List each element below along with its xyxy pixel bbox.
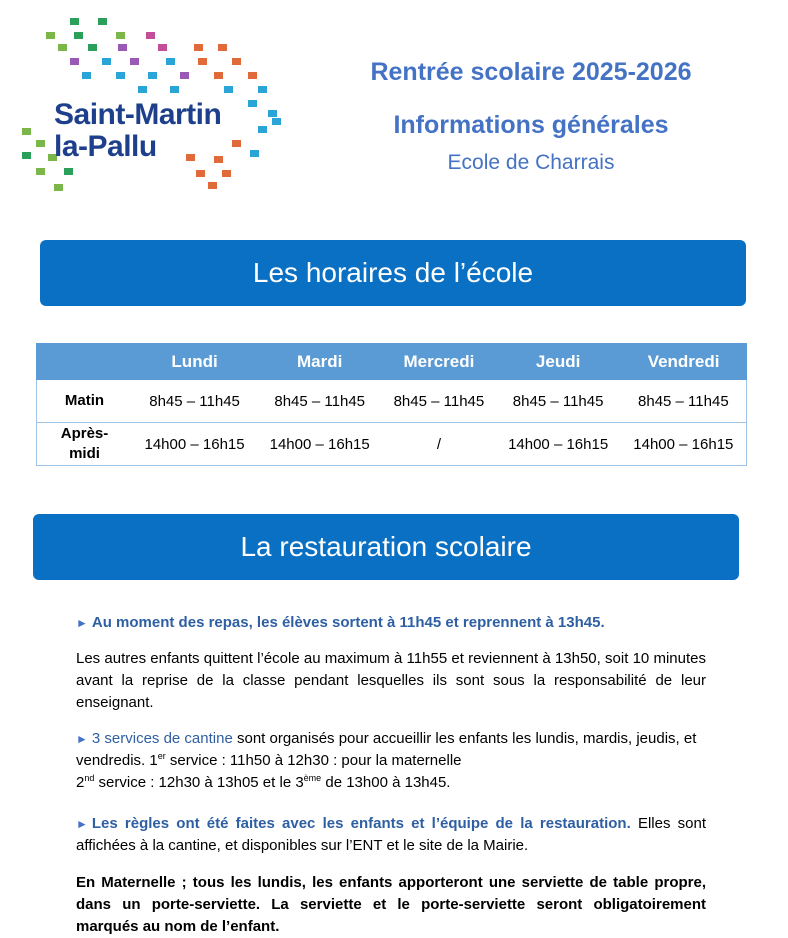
row-label-part: Après- bbox=[60, 425, 109, 442]
logo-square bbox=[102, 58, 111, 65]
schedule-cell: 8h45 – 11h45 bbox=[257, 380, 382, 423]
logo-square bbox=[146, 32, 155, 39]
logo-square bbox=[214, 72, 223, 79]
logo-square bbox=[54, 184, 63, 191]
logo-square bbox=[258, 126, 267, 133]
section-banner-hours: Les horaires de l’école bbox=[40, 240, 746, 306]
logo-square bbox=[208, 182, 217, 189]
logo-square bbox=[218, 44, 227, 51]
page-subtitle: Informations générales bbox=[393, 111, 669, 139]
service-1-text: service : 11h50 à 12h30 : pour la maternelle bbox=[165, 752, 462, 769]
schedule-cell: / bbox=[382, 423, 495, 466]
service-2-num: 2 bbox=[76, 774, 85, 791]
highlight-text: Les règles ont été faites avec les enfants et l’équipe de la restauration. bbox=[91, 815, 631, 832]
paragraph-text: Au moment des repas, les élèves sortent à 11h45 et reprennent à 13h45. bbox=[91, 614, 605, 631]
logo bbox=[18, 14, 288, 200]
logo-square bbox=[258, 86, 267, 93]
schedule-corner bbox=[37, 344, 133, 380]
day-header: Jeudi bbox=[496, 344, 621, 380]
paragraph-text: Elles sont affichées à la cantine, et disponibles sur l’ENT et le site de la Mairie. bbox=[76, 815, 706, 854]
logo-square bbox=[232, 58, 241, 65]
schedule-cell: 14h00 – 16h15 bbox=[257, 423, 382, 466]
table-row bbox=[37, 423, 747, 466]
logo-square bbox=[268, 110, 277, 117]
logo-square bbox=[198, 58, 207, 65]
highlight-text: 3 services de cantine bbox=[91, 730, 233, 747]
paragraph-text: sont organisés pour accueillir les enfants les lundis, mardis, jeudis, et vendredis. bbox=[76, 730, 697, 769]
logo-square bbox=[116, 72, 125, 79]
logo-square bbox=[170, 86, 179, 93]
logo-square bbox=[196, 170, 205, 177]
school-name: Ecole de Charrais bbox=[447, 151, 615, 174]
superscript: nd bbox=[84, 773, 95, 783]
logo-square bbox=[214, 156, 223, 163]
logo-square bbox=[46, 32, 55, 39]
logo-square bbox=[148, 72, 157, 79]
logo-square bbox=[158, 44, 167, 51]
logo-square bbox=[186, 154, 195, 161]
logo-square bbox=[88, 44, 97, 51]
service-3-text: de 13h00 à 13h45. bbox=[321, 774, 451, 791]
paragraph-rules bbox=[76, 813, 706, 857]
logo-square bbox=[224, 86, 233, 93]
logo-square bbox=[222, 170, 231, 177]
schedule-cell: 8h45 – 11h45 bbox=[621, 380, 747, 423]
day-header: Mardi bbox=[257, 344, 382, 380]
bullet-arrow-icon: ► bbox=[76, 817, 88, 831]
paragraph-other-children: Les autres enfants quittent l’école au maximum à 11h55 et reviennent à 13h50, soit 10 minutes avant la reprise de la classe pendant lesquelles ils sont sous la responsabilité de leur enseignant. bbox=[76, 650, 706, 711]
row-label-part: midi bbox=[69, 445, 100, 462]
logo-square bbox=[138, 86, 147, 93]
logo-square bbox=[74, 32, 83, 39]
logo-square bbox=[22, 152, 31, 159]
service-2-text: service : 12h30 à 13h05 et le 3 bbox=[94, 774, 304, 791]
logo-square bbox=[194, 44, 203, 51]
logo-square bbox=[248, 100, 257, 107]
logo-square bbox=[22, 128, 31, 135]
logo-square bbox=[250, 150, 259, 157]
row-label: Matin bbox=[37, 380, 133, 423]
bullet-arrow-icon: ► bbox=[76, 616, 88, 630]
paragraph-meal-times bbox=[76, 612, 706, 634]
logo-square bbox=[58, 44, 67, 51]
schedule-table bbox=[36, 343, 747, 466]
logo-square bbox=[36, 168, 45, 175]
logo-square bbox=[82, 72, 91, 79]
logo-line-1: Saint-Martin bbox=[54, 98, 222, 131]
logo-square bbox=[98, 18, 107, 25]
logo-square bbox=[232, 140, 241, 147]
service-1-num: 1 bbox=[149, 752, 158, 769]
superscript: er bbox=[157, 751, 166, 761]
logo-square bbox=[130, 58, 139, 65]
logo-line-2: la-Pallu bbox=[54, 130, 157, 163]
schedule-cell: 8h45 – 11h45 bbox=[382, 380, 495, 423]
table-row bbox=[37, 380, 747, 423]
section-banner-restauration: La restauration scolaire bbox=[33, 514, 739, 580]
schedule-cell: 8h45 – 11h45 bbox=[496, 380, 621, 423]
page-title: Rentrée scolaire 2025-2026 bbox=[370, 58, 692, 86]
schedule-cell: 8h45 – 11h45 bbox=[132, 380, 257, 423]
logo-square bbox=[248, 72, 257, 79]
schedule-header-row bbox=[37, 344, 747, 380]
superscript: ème bbox=[303, 773, 322, 783]
logo-square bbox=[116, 32, 125, 39]
row-label bbox=[37, 423, 133, 466]
logo-square bbox=[70, 18, 79, 25]
day-header: Mercredi bbox=[382, 344, 495, 380]
logo-square bbox=[36, 140, 45, 147]
schedule-cell: 14h00 – 16h15 bbox=[496, 423, 621, 466]
logo-square bbox=[118, 44, 127, 51]
paragraph-maternelle: En Maternelle ; tous les lundis, les enfants apporteront une serviette de table propre, dans un porte-serviette. La serviette et le porte-serviette seront obligatoirement marqués au nom de l’enfant. bbox=[76, 874, 706, 935]
logo-square bbox=[272, 118, 281, 125]
logo-square bbox=[64, 168, 73, 175]
day-header: Lundi bbox=[132, 344, 257, 380]
day-header: Vendredi bbox=[621, 344, 747, 380]
logo-square bbox=[180, 72, 189, 79]
schedule-cell: 14h00 – 16h15 bbox=[621, 423, 747, 466]
logo-square bbox=[166, 58, 175, 65]
logo-square bbox=[70, 58, 79, 65]
paragraph-services bbox=[76, 728, 706, 794]
bullet-arrow-icon: ► bbox=[76, 732, 88, 746]
schedule-cell: 14h00 – 16h15 bbox=[132, 423, 257, 466]
